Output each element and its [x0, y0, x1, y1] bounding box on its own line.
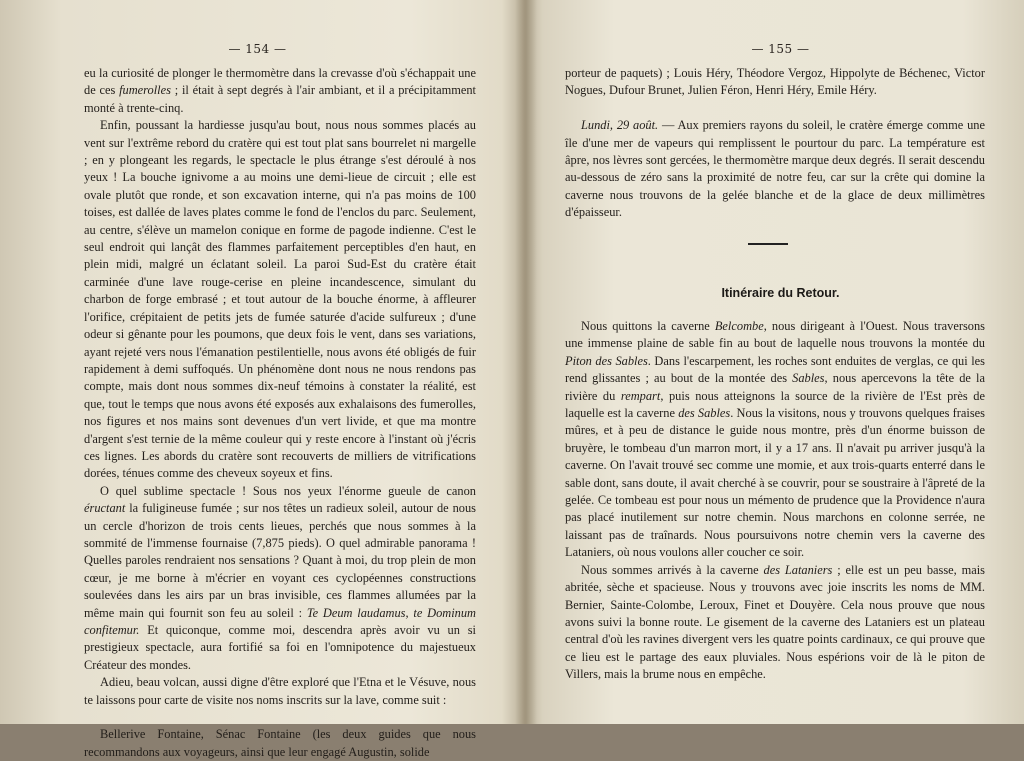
- italic-text: Lundi, 29 août.: [581, 118, 659, 133]
- italic-text: Te Deum laudamus, te Dominum confitemur.: [84, 605, 476, 637]
- paragraph: [84, 483, 476, 674]
- page-number: — 155 —: [751, 42, 810, 56]
- italic-text: rempart: [620, 388, 661, 403]
- paragraph: [565, 65, 985, 100]
- right-page: [537, 0, 1024, 724]
- section-body: [565, 318, 985, 684]
- text-run: Enfin, poussant la hardiesse jusqu'au bout, nous nous sommes placés au vent sur l'extrême rebord du cratère qui est tout plat sans bourrelet ni margelle ; en y plongeant les regards, le spectacle le plus étrange s'est déroulé à nos yeux ! La bouche ignivome a au moins une demi-lieue de circuit ; elle est ovale plutôt que ronde, et son excavation interne, qui n'a pas moins de 100 toises, est dallée de laves plates comme le fond de l'enclos du parc. Seulement, au centre, s'élève un mamelon conique en forme de pagode indienne. C'est le seul endroit qui lançât des flammes parfaitement perceptibles d'en haut, en plein midi, malgré un éclatant soleil. La paroi Sud-Est du cratère était carminée d'une lave rouge-cerise en pleine incandescence, simulant du charbon de forge embrasé ; et tout autour de la bouche énorme, à affleurer l'orifice, crépitaient de petits jets de fumée saturée d'acide sulfureux ; d'une odeur si gênante pour les poumons, que deux fois le vent, dans ses variations, ayant rejeté vers nous l'émanation pestilentielle, nous avons été obligés de fuir rapidement à demi suffoqués. Un phénomène dont nous ne nous rendons pas compte, mais dont nous sommes dix-neuf témoins à constater la réalité, est que, tout le temps que nous avons été exposés aux exhalaisons des fumerolles, nos figures et nos mains sont devenues d'un vert livide, et que ma montre d'argent s'est ternie de la même couleur qui y reste encore à l'instant où j'écris ces lignes. Les abords du cratère sont recouverts de milliers de vitrifications dorées, ténues comme des cheveux soyeux et fins.: [84, 118, 476, 481]
- text-run: Bellerive Fontaine, Sénac Fontaine (les deux guides que nous recommandons aux voyageurs, ainsi que leur engagé Augustin, solide: [84, 727, 476, 759]
- text-run: la fuligineuse fumée ; sur nos têtes un radieux soleil, autour de nous un cercle d'horizon de trois cents lieues, perchés que nous sommes à la sommité de l'immense fournaise (7,875 pieds). O quel admirable panorama ! Quelles paroles rendraient nos sensations ? Quant à moi, du trop plein de mon cœur, je me borne à m'écrier en voyant ces cyclopéennes constructions soulevées dans les airs par un bras invisible, ces flammes allumées par la même main qui fournit son feu au soleil :: [84, 501, 476, 620]
- paragraph: [565, 562, 985, 684]
- text-run: , nous apercevons la tête de la rivière du: [565, 371, 985, 403]
- text-run: ; elle est un peu basse, mais abritée, sèche et spacieuse. Nous y trouvons avec joie inscrits les noms de MM. Bernier, Sainte-Colombe, Leroux, Finet et Douyère. Cela nous prouve que nous avons suivi la bonne route. Le gisement de la caverne des Lataniers est un plateau central d'où les ravines divergent vers les quatre points cardinaux, ce qui prouve que ce lieu est le partage des eaux pluviales. Nous espérions voir de là le piton de Villers, mais la brume nous en empêche.: [565, 562, 986, 682]
- paragraph: [84, 65, 476, 117]
- italic-text: Piton des Sables: [565, 353, 648, 368]
- text-run: eu la curiosité de plonger le thermomètre dans la crevasse d'où s'échappait une de ces: [84, 66, 476, 98]
- text-run: Nous quittons la caverne: [581, 319, 715, 333]
- text-run: Nous sommes arrivés à la caverne: [581, 562, 764, 577]
- paragraph: [84, 726, 476, 761]
- page-body: [565, 65, 985, 222]
- text-run: Et quiconque, comme moi, descendra après avoir vu un si prestigieux spectacle, aura fortifié sa foi en l'omnipotence du majestueux Créateur des mondes.: [84, 623, 476, 672]
- paragraph: [84, 674, 476, 709]
- text-run: , puis nous atteignons la source de la rivière de l'Est près de laquelle est la caverne: [565, 388, 985, 421]
- section-heading: Itinéraire du Retour.: [721, 286, 840, 300]
- text-run: . Nous la visitons, nous y trouvons quelques fraises mûres, et à peu de distance le guide nous montre, près d'un énorme buisson de bruyère, le tombeau d'un marron mort, il y a 17 ans. Il n'avait pu arriver jusqu'à la caverne. On l'avait trouvé sec comme une momie, et aux trois-quarts enterré dans le sable dont, sans doute, il avait cherché à se couvrir, pour se soustraire à l'âpreté de la gelée. Ce tombeau est pour nous un mémento de prudence que la Providence n'aura pas placé inutilement sur notre chemin. Nous marchons en colonne serrée, ne laissant pas de traînards. Nous poursuivons notre chemin vers la caverne des Lataniers, où nous voulons aller coucher ce soir.: [565, 406, 985, 560]
- text-run: porteur de paquets) ; Louis Héry, Théodore Vergoz, Hippolyte de Béchenec, Victor Nogues, Dufour Brunet, Julien Féron, Henri Héry, Emile Héry.: [565, 66, 985, 98]
- paragraph: [84, 117, 476, 483]
- section-divider: [748, 243, 788, 245]
- text-run: — Aux premiers rayons du soleil, le cratère émerge comme une île d'une mer de vapeurs qui remplissent le pourtour du parc. La température est âpre, nos lèvres sont gercées, le thermomètre marque deux degrés. Il serait descendu au-dessous de zéro sans la proximité de notre feu, car sur la crête qui domine la caverne nous trouvons de la gelée blanche et de la glace de deux millimètres d'épaisseur.: [565, 118, 985, 220]
- italic-text: des Sables: [678, 406, 731, 421]
- italic-text: Belcombe: [714, 319, 764, 333]
- text-run: . Dans l'escarpement, les roches sont enduites de verglas, ce qui les rend glissantes ; au bout de la montée des: [565, 353, 985, 386]
- text-run: , nous dirigeant à l'Ouest. Nous traversons une immense plaine de sable fin au bout de laquelle nous trouvons la montée du: [565, 319, 985, 351]
- page-body: [84, 65, 476, 761]
- text-run: ; il était à sept degrés à l'air ambiant, et il a précipitamment monté à trente-cinq.: [84, 83, 476, 115]
- text-run: O quel sublime spectacle ! Sous nos yeux l'énorme gueule de canon: [100, 483, 476, 498]
- paragraph: [565, 318, 985, 562]
- italic-text: éructant: [84, 501, 126, 516]
- italic-text: fumerolles: [119, 83, 171, 98]
- italic-text: des Lataniers: [763, 562, 833, 577]
- italic-text: Sables: [792, 371, 825, 386]
- book-gutter: [515, 0, 537, 724]
- paragraph: [565, 117, 985, 221]
- text-run: Adieu, beau volcan, aussi digne d'être exploré que l'Etna et le Vésuve, nous te laissons pour carte de visite nos noms inscrits sur la lave, comme suit :: [84, 675, 476, 707]
- page-number: — 154 —: [228, 42, 287, 56]
